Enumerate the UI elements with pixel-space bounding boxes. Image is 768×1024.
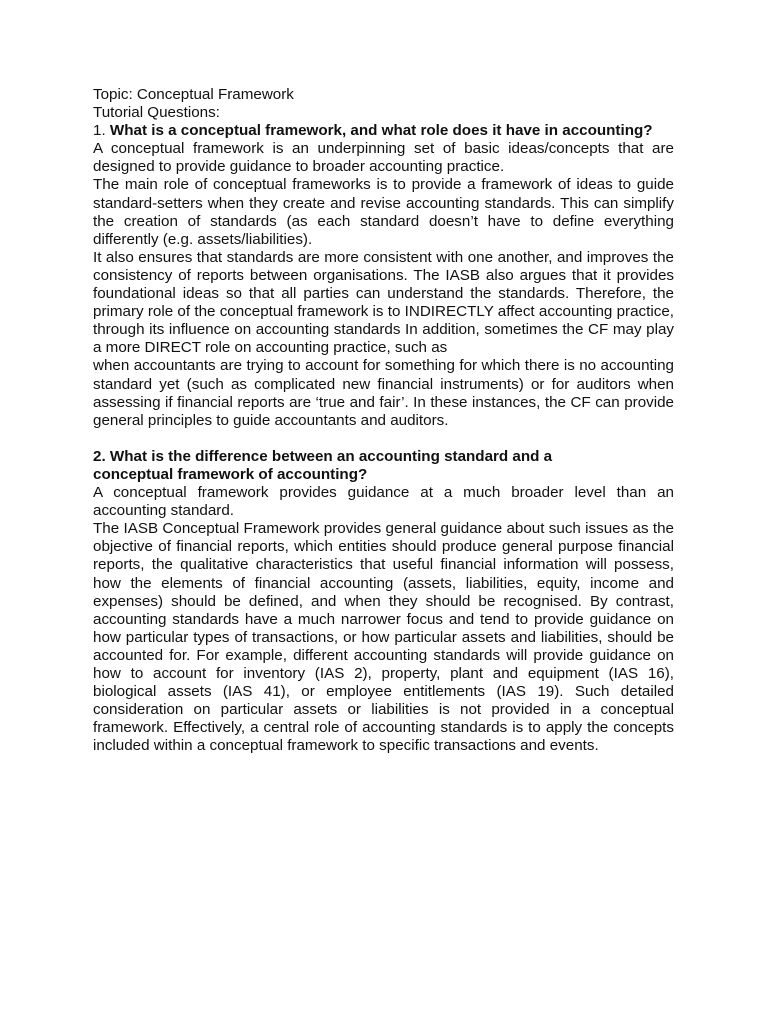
section-spacer: [93, 430, 674, 448]
answer-2-paragraph-1: A conceptual framework provides guidance at a much broader level than an accounting standard.: [93, 484, 674, 520]
question-1-number: 1.: [93, 122, 110, 140]
document-page: [93, 86, 674, 755]
question-2-heading-line-2: conceptual framework of accounting?: [93, 465, 368, 483]
answer-1-paragraph-2: The main role of conceptual frameworks is to provide a framework of ideas to guide standard-setters when they create and revise accounting standards. This can simplify the creation of standards (as each standard doesn’t have to define everything differently (e.g. assets/liabilities).: [93, 176, 674, 248]
question-1-text: What is a conceptual framework, and what role does it have in accounting?: [109, 122, 653, 140]
tutorial-questions-heading: Tutorial Questions:: [93, 104, 220, 122]
question-2-heading-line-1: 2. What is the difference between an accounting standard and a: [93, 447, 553, 465]
topic-heading: Topic: Conceptual Framework: [93, 86, 294, 103]
answer-1-paragraph-1: A conceptual framework is an underpinning set of basic ideas/concepts that are designed to provide guidance to broader accounting practice.: [93, 140, 674, 176]
answer-2-paragraph-2: The IASB Conceptual Framework provides general guidance about such issues as the objective of financial reports, which entities should produce general purpose financial reports, the qualitative characteristics that useful financial information will possess, how the elements of financial accounting (assets, liabilities, equity, income and expenses) should be defined, and when they should be recognised. By contrast, accounting standards have a much narrower focus and tend to provide guidance on how particular types of transactions, or how particular assets and liabilities, should be accounted for. For example, different accounting standards will provide guidance on how to account for inventory (IAS 2), property, plant and equipment (IAS 16), biological assets (IAS 41), or employee entitlements (IAS 19). Such detailed consideration on particular assets or liabilities is not provided in a conceptual framework. Effectively, a central role of accounting standards is to apply the concepts included within a conceptual framework to specific transactions and events.: [93, 520, 674, 755]
answer-1-paragraph-4: when accountants are trying to account for something for which there is no accounting standard yet (such as complicated new financial instruments) or for auditors when assessing if financial reports are ‘true and fair’. In these instances, the CF can provide general principles to guide accountants and auditors.: [93, 357, 674, 429]
question-1-heading: [93, 122, 674, 140]
answer-1-paragraph-3: It also ensures that standards are more consistent with one another, and improves the consistency of reports between organisations. The IASB also argues that it provides foundational ideas so that all parties can understand the standards. Therefore, the primary role of the conceptual framework is to INDIRECTLY affect accounting practice, through its influence on accounting standards In addition, sometimes the CF may play a more DIRECT role on accounting practice, such as: [93, 248, 674, 357]
